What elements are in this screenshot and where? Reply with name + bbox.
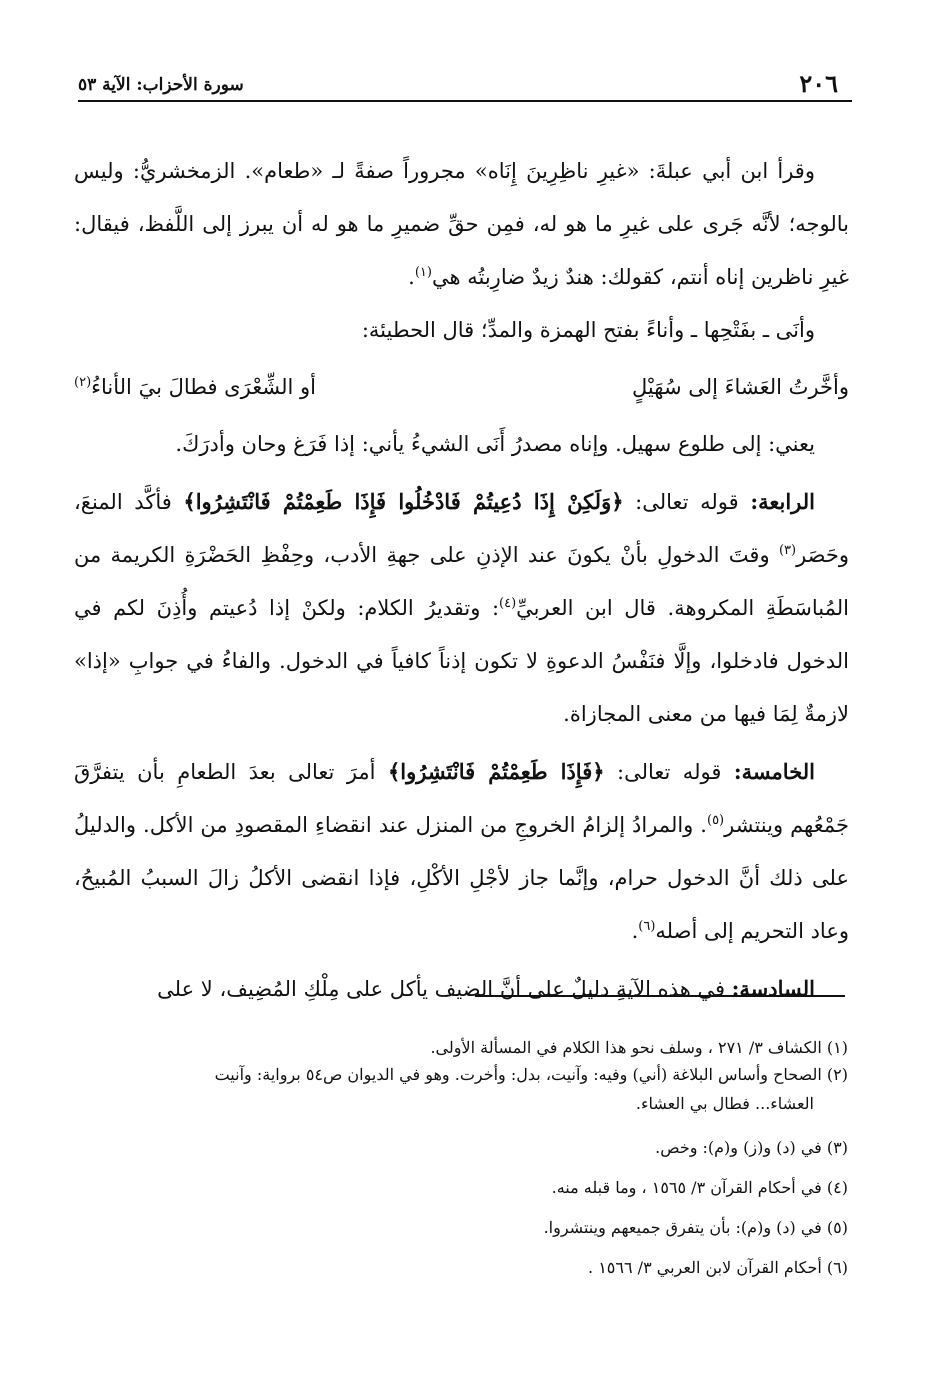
paragraph-4-a: فأكَّد المنعَ، وحَصَر	[74, 490, 849, 567]
section-label-4: الرابعة:	[750, 489, 815, 514]
footnote-text: أحكام القرآن لابن العربي ٣/ ١٥٦٦ .	[588, 1258, 822, 1277]
main-text	[74, 145, 849, 1016]
verse-second-hemistich	[74, 361, 316, 414]
footnote-number: (٣)	[826, 1138, 848, 1157]
verse-second-text: أو الشِّعْرَى فطالَ بيَ الأناءُ	[91, 375, 316, 399]
paragraph-1	[74, 145, 849, 304]
paragraph-1-end: .	[408, 265, 415, 289]
footnote-6	[78, 1248, 848, 1288]
paragraph-5	[74, 745, 849, 958]
paragraph-4-intro: قوله تعالى:	[635, 490, 739, 514]
footnote-number: (٢)	[826, 1065, 848, 1084]
page-header	[78, 64, 852, 102]
footnote-ref-6: (٦)	[638, 919, 656, 934]
footnote-text: الكشاف ٣/ ٢٧١ ، وسلف نحو هذا الكلام في المسألة الأولى.	[430, 1038, 822, 1057]
paragraph-6-text: في هذه الآيةِ دليلٌ على أنَّ الضيف يأكل على مِلْكِ المُضِيف، لا على	[157, 977, 725, 1001]
footnote-ref-1: (١)	[414, 265, 432, 280]
footnote-number: (١)	[826, 1038, 848, 1057]
footnote-ref-3: (٣)	[778, 543, 797, 558]
paragraph-1-text: وقرأ ابن أبي عبلةَ: «غيرِ ناظِرِينَ إِنَاه» مجروراً صفةً لـ «طعام». الزمخشريُّ: وليس بالوجه؛ لأنَّه جَرى على غيرِ ما هو له، فمِن حقِّ ضميرِ ما هو له أن يبرز إلى اللَّفظ، فيقال: غيرِ ناظرين إناه أنتم، كقولك: هندٌ زيدٌ ضارِبتُه هي	[74, 159, 849, 289]
footnote-text: الصحاح وأساس البلاغة (أني) وفيه: وآنيت، بدل: وأخرت. وهو في الديوان ص٥٤ برواية: وآنيت	[214, 1065, 822, 1084]
footnote-2	[78, 1062, 848, 1120]
footnote-number: (٤)	[826, 1178, 848, 1197]
footnote-ref-5: (٥)	[706, 813, 725, 828]
paragraph-2-text: وأنَى ـ بفَتْحِها ـ وأناءً بفتح الهمزة والمدِّ؛ قال الحطيئة:	[361, 318, 815, 342]
footnote-number: (٥)	[826, 1218, 848, 1237]
paragraph-4-c: : وتقديرُ الكلام: ولكنْ إذا دُعيتم وأُذِنَ لكم في الدخول فادخلوا، وإلَّا فنَفْسُ الدعوةِ لا تكون إذناً كافياً في الدخول. والفاءُ في جوابِ «إذا» لازمةٌ لِمَا فيها من معنى المجازاة.	[74, 596, 849, 726]
paragraph-5-b: . والمرادُ إلزامُ الخروجِ من المنزل عند انقضاءِ المقصودِ من الأكل. والدليلُ على ذلك أنَّ الدخول حرام، وإنَّما جاز لأجْلِ الأكْلِ، فإذا انقضى الأكلُ زالَ السببُ المُبيحُ، وعاد التحريم إلى أصله	[74, 813, 849, 943]
footnotes	[78, 1028, 848, 1288]
footnote-divider	[475, 995, 845, 997]
footnote-4	[78, 1168, 848, 1208]
quran-quote-4: ﴿وَلَكِنْ إِذَا دُعِيتُمْ فَادْخُلُوا فَإِذَا طَعِمْتُمْ فَانْتَشِرُوا﴾	[183, 489, 624, 514]
page-number: ٢٠٦	[799, 69, 838, 98]
footnote-text-continued: العشاء... فطال بي العشاء.	[635, 1094, 814, 1113]
paragraph-5-end: .	[631, 919, 639, 943]
footnote-ref-4: (٤)	[499, 596, 517, 611]
footnote-5	[78, 1208, 848, 1248]
footnote-number: (٦)	[826, 1258, 848, 1277]
running-title: سورة الأحزاب: الآية ٥٣	[78, 75, 244, 95]
paragraph-3	[74, 418, 849, 471]
paragraph-5-a: أمرَ تعالى بعدَ الطعامِ بأن يتفرَّقَ جَمْعُهم وينتشر	[74, 760, 849, 837]
verse-first-hemistich: وأخَّرتُ العَشاءَ إلى سُهَيْلٍ	[632, 375, 849, 399]
paragraph-4-b: وقتَ الدخولِ بأنْ يكونَ عند الإذنِ على جهةِ الأدب، وحِفْظِ الحَضْرَةِ الكريمة من المُباسَطَةِ المكروهة. قال ابن العربيِّ	[74, 543, 849, 620]
footnote-text: في أحكام القرآن ٣/ ١٥٦٥ ، وما قبله منه.	[551, 1178, 822, 1197]
footnote-3	[78, 1128, 848, 1168]
footnote-text: في (د) و(م): بأن يتفرق جميعهم وينتشروا.	[543, 1218, 822, 1237]
footnote-text: في (د) و(ز) و(م): وخص.	[655, 1138, 822, 1157]
paragraph-2	[74, 304, 849, 357]
paragraph-5-intro: قوله تعالى:	[617, 760, 722, 784]
quran-quote-5: ﴿فَإِذَا طَعِمْتُمْ فَانْتَشِرُوا﴾	[387, 759, 605, 784]
section-label-6: السادسة:	[731, 976, 815, 1001]
paragraph-3-text: يعني: إلى طلوع سهيل. وإناه مصدرُ أَنَى الشيءُ يأني: إذا فَرَغ وحان وأدرَكَ.	[175, 432, 815, 456]
paragraph-4	[74, 475, 849, 741]
footnote-ref-2: (٢)	[74, 375, 92, 390]
poetry-verse	[74, 361, 849, 414]
paragraph-6	[74, 962, 849, 1016]
section-label-5: الخامسة:	[733, 759, 815, 784]
